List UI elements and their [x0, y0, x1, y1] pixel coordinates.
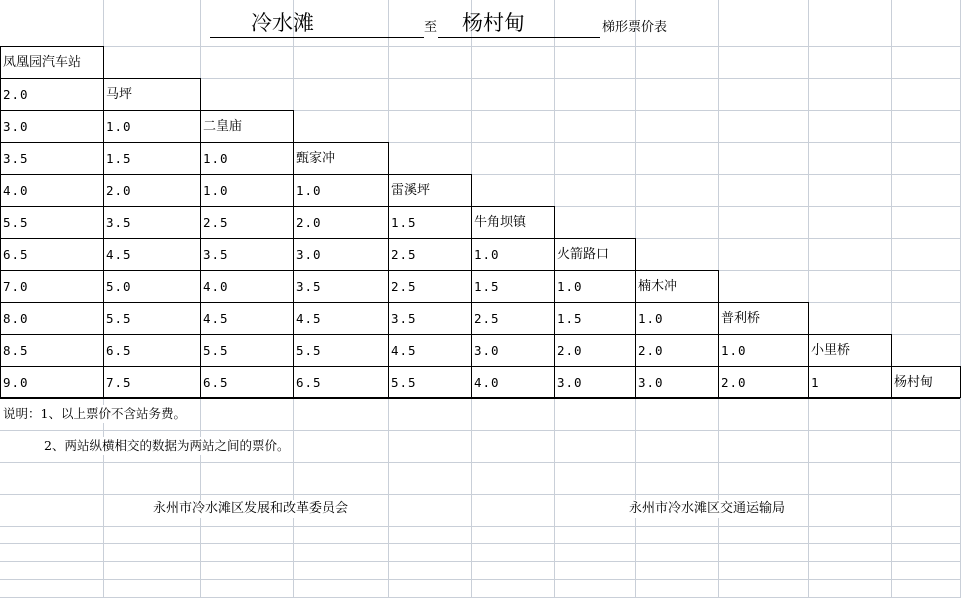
- fare-cell[interactable]: 5.0: [103, 270, 201, 302]
- fare-cell[interactable]: 6.5: [0, 238, 104, 270]
- fare-cell[interactable]: 3.5: [200, 238, 294, 270]
- station-name-cell[interactable]: 马坪: [103, 78, 201, 110]
- title-underline-to: [438, 37, 600, 38]
- grid-row-line: [0, 526, 961, 527]
- fare-cell[interactable]: 4.5: [388, 334, 472, 366]
- fare-cell[interactable]: 1.0: [200, 142, 294, 174]
- title-suffix: 梯形票价表: [602, 20, 668, 35]
- fare-cell[interactable]: 2.5: [388, 270, 472, 302]
- fare-cell[interactable]: 1.5: [388, 206, 472, 238]
- title-underline-from: [210, 37, 424, 38]
- fare-cell[interactable]: 5.5: [200, 334, 294, 366]
- fare-cell[interactable]: 2.0: [718, 366, 809, 398]
- grid-row-line: [0, 462, 961, 463]
- fare-cell[interactable]: 4.5: [293, 302, 389, 334]
- fare-cell[interactable]: 1.0: [635, 302, 719, 334]
- station-name-cell[interactable]: 楠木冲: [635, 270, 719, 302]
- station-name-cell[interactable]: 杨村甸: [891, 366, 961, 398]
- fare-cell[interactable]: 1.0: [200, 174, 294, 206]
- grid-row-line: [0, 543, 961, 544]
- fare-cell[interactable]: 3.0: [293, 238, 389, 270]
- fare-cell[interactable]: 1.0: [718, 334, 809, 366]
- fare-cell[interactable]: 1.5: [471, 270, 555, 302]
- grid-row-line: [0, 494, 961, 495]
- fare-cell[interactable]: 2.5: [200, 206, 294, 238]
- station-name-cell[interactable]: 小里桥: [808, 334, 892, 366]
- fare-cell[interactable]: 3.0: [635, 366, 719, 398]
- fare-cell[interactable]: 2.5: [471, 302, 555, 334]
- fare-cell[interactable]: 2.0: [0, 78, 104, 110]
- fare-cell[interactable]: 1.5: [103, 142, 201, 174]
- grid-row-line: [0, 579, 961, 580]
- fare-cell[interactable]: 4.0: [0, 174, 104, 206]
- fare-cell[interactable]: 7.0: [0, 270, 104, 302]
- fare-cell[interactable]: 1.5: [554, 302, 636, 334]
- fare-cell[interactable]: 5.5: [293, 334, 389, 366]
- fare-cell[interactable]: 5.5: [0, 206, 104, 238]
- station-name-cell[interactable]: 甄家冲: [293, 142, 389, 174]
- title-from-station: 冷水滩: [251, 11, 314, 35]
- table-bottom-border: [0, 397, 960, 399]
- fare-cell[interactable]: 5.5: [388, 366, 472, 398]
- fare-cell[interactable]: 7.5: [103, 366, 201, 398]
- fare-cell[interactable]: 8.0: [0, 302, 104, 334]
- fare-cell[interactable]: 2.0: [635, 334, 719, 366]
- fare-cell[interactable]: 4.0: [471, 366, 555, 398]
- fare-cell[interactable]: 1.0: [293, 174, 389, 206]
- fare-cell[interactable]: 5.5: [103, 302, 201, 334]
- fare-cell[interactable]: 1.0: [554, 270, 636, 302]
- fare-cell[interactable]: 1.0: [471, 238, 555, 270]
- grid-row-line: [0, 561, 961, 562]
- fare-cell[interactable]: 3.5: [388, 302, 472, 334]
- fare-cell[interactable]: 6.5: [200, 366, 294, 398]
- fare-cell[interactable]: 4.0: [200, 270, 294, 302]
- station-name-cell[interactable]: 普利桥: [718, 302, 809, 334]
- issuer-left: 永州市冷水滩区发展和改革委员会: [153, 501, 349, 516]
- fare-cell[interactable]: 4.5: [103, 238, 201, 270]
- fare-cell[interactable]: 6.5: [293, 366, 389, 398]
- grid-row-line: [0, 46, 961, 47]
- fare-cell[interactable]: 3.5: [103, 206, 201, 238]
- fare-cell[interactable]: 3.5: [0, 142, 104, 174]
- fare-cell[interactable]: 2.0: [554, 334, 636, 366]
- fare-cell[interactable]: 3.5: [293, 270, 389, 302]
- station-name-cell[interactable]: 二皇庙: [200, 110, 294, 142]
- fare-cell[interactable]: 9.0: [0, 366, 104, 398]
- grid-column-line: [808, 0, 809, 597]
- issuer-right: 永州市冷水滩区交通运输局: [629, 501, 786, 516]
- fare-cell[interactable]: 3.0: [0, 110, 104, 142]
- fare-cell[interactable]: 2.0: [293, 206, 389, 238]
- station-name-cell[interactable]: 雷溪坪: [388, 174, 472, 206]
- note-line-2: 2、两站纵横相交的数据为两站之间的票价。: [44, 438, 290, 453]
- note-line-1: 说明：1、以上票价不含站务费。: [3, 406, 186, 421]
- fare-cell[interactable]: 2.0: [103, 174, 201, 206]
- grid-row-line: [0, 430, 961, 431]
- fare-cell[interactable]: 8.5: [0, 334, 104, 366]
- fare-cell[interactable]: 6.5: [103, 334, 201, 366]
- title-to-word: 至: [424, 20, 438, 35]
- title-to-station: 杨村甸: [462, 11, 525, 35]
- fare-cell[interactable]: 3.0: [554, 366, 636, 398]
- station-name-cell[interactable]: 牛角坝镇: [471, 206, 555, 238]
- fare-cell[interactable]: 4.5: [200, 302, 294, 334]
- station-name-cell[interactable]: 凤凰园汽车站: [0, 46, 104, 78]
- fare-cell[interactable]: 3.0: [471, 334, 555, 366]
- fare-cell[interactable]: 2.5: [388, 238, 472, 270]
- fare-cell[interactable]: 1.0: [103, 110, 201, 142]
- station-name-cell[interactable]: 火箭路口: [554, 238, 636, 270]
- grid-column-line: [891, 0, 892, 597]
- fare-cell[interactable]: 1: [808, 366, 892, 398]
